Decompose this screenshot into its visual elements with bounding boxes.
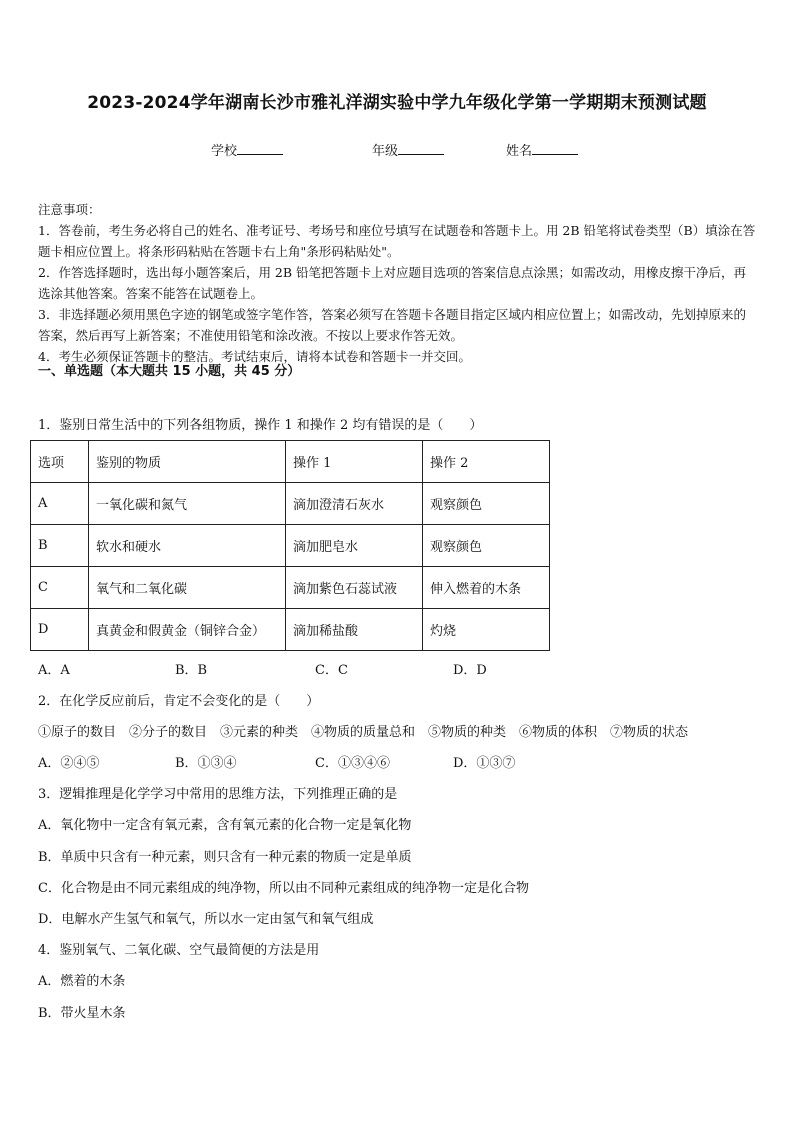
table-cell: 观察颜色 (423, 525, 550, 567)
q3-option-b[interactable]: B．单质中只含有一种元素，则只含有一种元素的物质一定是单质 (38, 850, 412, 865)
notice-item-1: 1．答卷前，考生务必将自己的姓名、准考证号、考场号和座位号填写在试题卷和答题卡上。用 2B 铅笔将试卷类型（B）填涂在答题卡相应位置上。将条形码粘贴在答题卡右上角"条形码粘贴处"。 (38, 223, 756, 259)
q1-option-b[interactable]: B．B (175, 663, 208, 678)
notice-item-3: 3．非选择题必须用黑色字迹的钢笔或签字笔作答，答案必须写在答题卡各题目指定区域内相应位置上；如需改动，先划掉原来的答案，然后再写上新答案；不准使用铅笔和涂改液。不按以上要求作答无效。 (38, 307, 746, 343)
q4-option-a[interactable]: A．燃着的木条 (38, 974, 126, 989)
q2-option-d[interactable]: D．①③⑦ (453, 756, 516, 771)
grade-blank (398, 142, 444, 155)
table-row (31, 609, 550, 651)
q3-option-d[interactable]: D．电解水产生氢气和氧气，所以水一定由氢气和氧气组成 (38, 912, 374, 927)
table-header-cell: 选项 (31, 441, 89, 483)
table-cell: 滴加肥皂水 (286, 525, 423, 567)
name-label: 姓名 (506, 144, 533, 159)
exam-title: 2023-2024学年湖南长沙市雅礼洋湖实验中学九年级化学第一学期期末预测试题 (87, 93, 707, 113)
q4-stem: 4．鉴别氧气、二氧化碳、空气最简便的方法是用 (38, 943, 320, 958)
q1-stem: 1．鉴别日常生活中的下列各组物质，操作 1 和操作 2 均有错误的是（ ） (38, 418, 483, 433)
table-cell: B (31, 525, 89, 567)
table-header-row (31, 441, 550, 483)
q2-option-a[interactable]: A．②④⑤ (38, 756, 100, 771)
q3-option-a[interactable]: A．氧化物中一定含有氧元素，含有氧元素的化合物一定是氧化物 (38, 818, 412, 833)
table-header-cell: 操作 1 (286, 441, 423, 483)
table-cell: 真黄金和假黄金（铜锌合金） (89, 609, 286, 651)
q2-option-c[interactable]: C．①③④⑥ (315, 756, 390, 771)
table-cell: D (31, 609, 89, 651)
school-field (211, 140, 283, 159)
table-cell: C (31, 567, 89, 609)
school-label: 学校 (211, 144, 238, 159)
table-row (31, 525, 550, 567)
grade-field (372, 140, 444, 159)
q1-option-d[interactable]: D．D (453, 663, 487, 678)
table-cell: 一氧化碳和氮气 (89, 483, 286, 525)
table-cell: 氧气和二氧化碳 (89, 567, 286, 609)
notice-item-2: 2．作答选择题时，选出每小题答案后，用 2B 铅笔把答题卡上对应题目选项的答案信息点涂黑；如需改动，用橡皮擦干净后，再选涂其他答案。答案不能答在试题卷上。 (38, 265, 747, 301)
q2-stem: 2．在化学反应前后，肯定不会变化的是（ ） (38, 694, 320, 709)
q2-option-b[interactable]: B．①③④ (175, 756, 237, 771)
q3-option-c[interactable]: C．化合物是由不同元素组成的纯净物，所以由不同种元素组成的纯净物一定是化合物 (38, 881, 529, 896)
table-row (31, 483, 550, 525)
q1-option-a[interactable]: A．A (38, 663, 70, 678)
table-cell: 滴加紫色石蕊试液 (286, 567, 423, 609)
school-blank (237, 142, 283, 155)
q4-option-b[interactable]: B．带火星木条 (38, 1006, 126, 1021)
q1-option-c[interactable]: C．C (315, 663, 348, 678)
table-cell: 伸入燃着的木条 (423, 567, 550, 609)
table-header-cell: 操作 2 (423, 441, 550, 483)
q2-items: ①原子的数目 ②分子的数目 ③元素的种类 ④物质的质量总和 ⑤物质的种类 ⑥物质的体积 ⑦物质的状态 (38, 725, 689, 740)
table-row (31, 567, 550, 609)
table-cell: 观察颜色 (423, 483, 550, 525)
name-blank (532, 142, 578, 155)
table-cell: 滴加稀盐酸 (286, 609, 423, 651)
name-field (506, 140, 578, 159)
notice-heading: 注意事项： (38, 202, 101, 217)
table-cell: A (31, 483, 89, 525)
table-header-cell: 鉴别的物质 (89, 441, 286, 483)
table-cell: 灼烧 (423, 609, 550, 651)
q3-stem: 3．逻辑推理是化学学习中常用的思维方法，下列推理正确的是 (38, 787, 398, 802)
table-cell: 滴加澄清石灰水 (286, 483, 423, 525)
grade-label: 年级 (372, 144, 399, 159)
section-heading: 一、单选题（本大题共 15 小题，共 45 分） (38, 364, 301, 379)
notice-item-4: 4．考生必须保证答题卡的整洁。考试结束后，请将本试卷和答题卡一并交回。 (38, 349, 471, 364)
table-cell: 软水和硬水 (89, 525, 286, 567)
q1-table (30, 440, 550, 651)
